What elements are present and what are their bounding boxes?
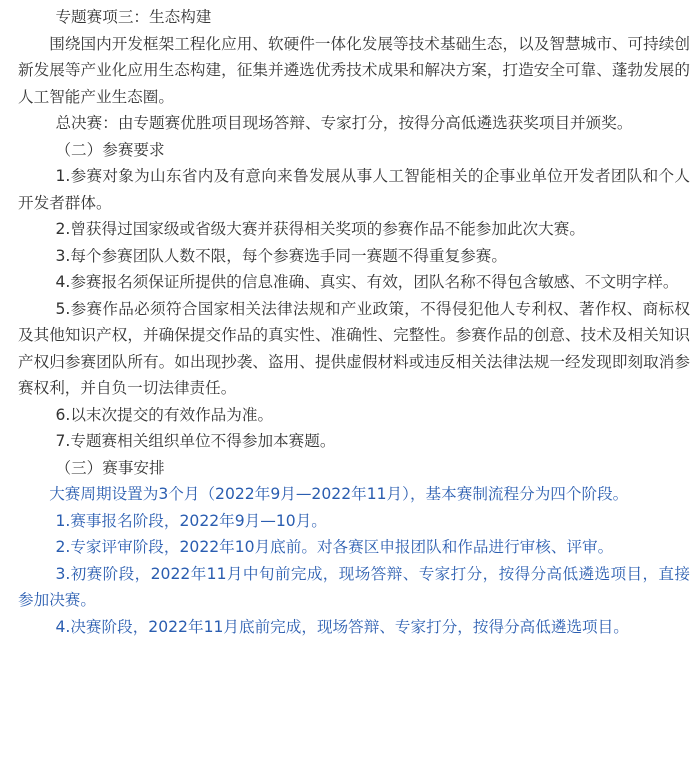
requirement-2: 2.曾获得过国家级或省级大赛并获得相关奖项的参赛作品不能参加此次大赛。 bbox=[55, 220, 585, 238]
section-2-heading: （二）参赛要求 bbox=[55, 140, 165, 159]
section-3-heading: （三）赛事安排 bbox=[55, 458, 165, 477]
stage-1: 1.赛事报名阶段，2022年9月—10月。 bbox=[55, 511, 327, 530]
requirement-1: 1.参赛对象为山东省内及有意向来鲁发展从事人工智能相关的企事业单位开发者团队和个人开发者群体。 bbox=[18, 167, 690, 212]
requirement-5: 5.参赛作品必须符合国家相关法律法规和产业政策，不得侵犯他人专利权、著作权、商标权及其他知识产权，并确保提交作品的真实性、准确性、完整性。参赛作品的创意、技术及相关知识产权归参赛团队所有。如出现抄袭、盗用、提供虚假材料或违反相关法律法规一经发现即刻取消参赛权利，并自负一切法律责任。 bbox=[18, 299, 690, 397]
stage-4: 4.决赛阶段，2022年11月底前完成，现场答辩、专家打分，按得分高低遴选项目。 bbox=[55, 617, 629, 636]
requirement-3: 3.每个参赛团队人数不限，每个参赛选手同一赛题不得重复参赛。 bbox=[55, 246, 507, 265]
schedule-intro: 大赛周期设置为3个月（2022年9月—2022年11月），基本赛制流程分为四个阶段。 bbox=[49, 485, 629, 503]
requirement-7: 7.专题赛相关组织单位不得参加本赛题。 bbox=[55, 432, 336, 450]
requirement-4: 4.参赛报名须保证所提供的信息准确、真实、有效，团队名称不得包含敏感、不文明字样。 bbox=[55, 273, 679, 291]
track3-heading: 专题赛项三：生态构建 bbox=[55, 8, 212, 26]
requirement-6: 6.以末次提交的有效作品为准。 bbox=[55, 405, 274, 424]
stage-2: 2.专家评审阶段，2022年10月底前。对各赛区申报团队和作品进行审核、评审。 bbox=[55, 538, 614, 556]
track3-body: 围绕国内开发框架工程化应用、软硬件一体化发展等技术基础生态，以及智慧城市、可持续创新发展等产业化应用生态构建，征集并遴选优秀技术成果和解决方案，打造安全可靠、蓬勃发展的人工智能产业生态圈。 bbox=[18, 34, 690, 106]
stage-3: 3.初赛阶段，2022年11月中旬前完成，现场答辩、专家打分，按得分高低遴选项目，直接参加决赛。 bbox=[18, 564, 690, 609]
final-round-paragraph: 总决赛：由专题赛优胜项目现场答辩、专家打分，按得分高低遴选获奖项目并颁奖。 bbox=[55, 114, 633, 132]
